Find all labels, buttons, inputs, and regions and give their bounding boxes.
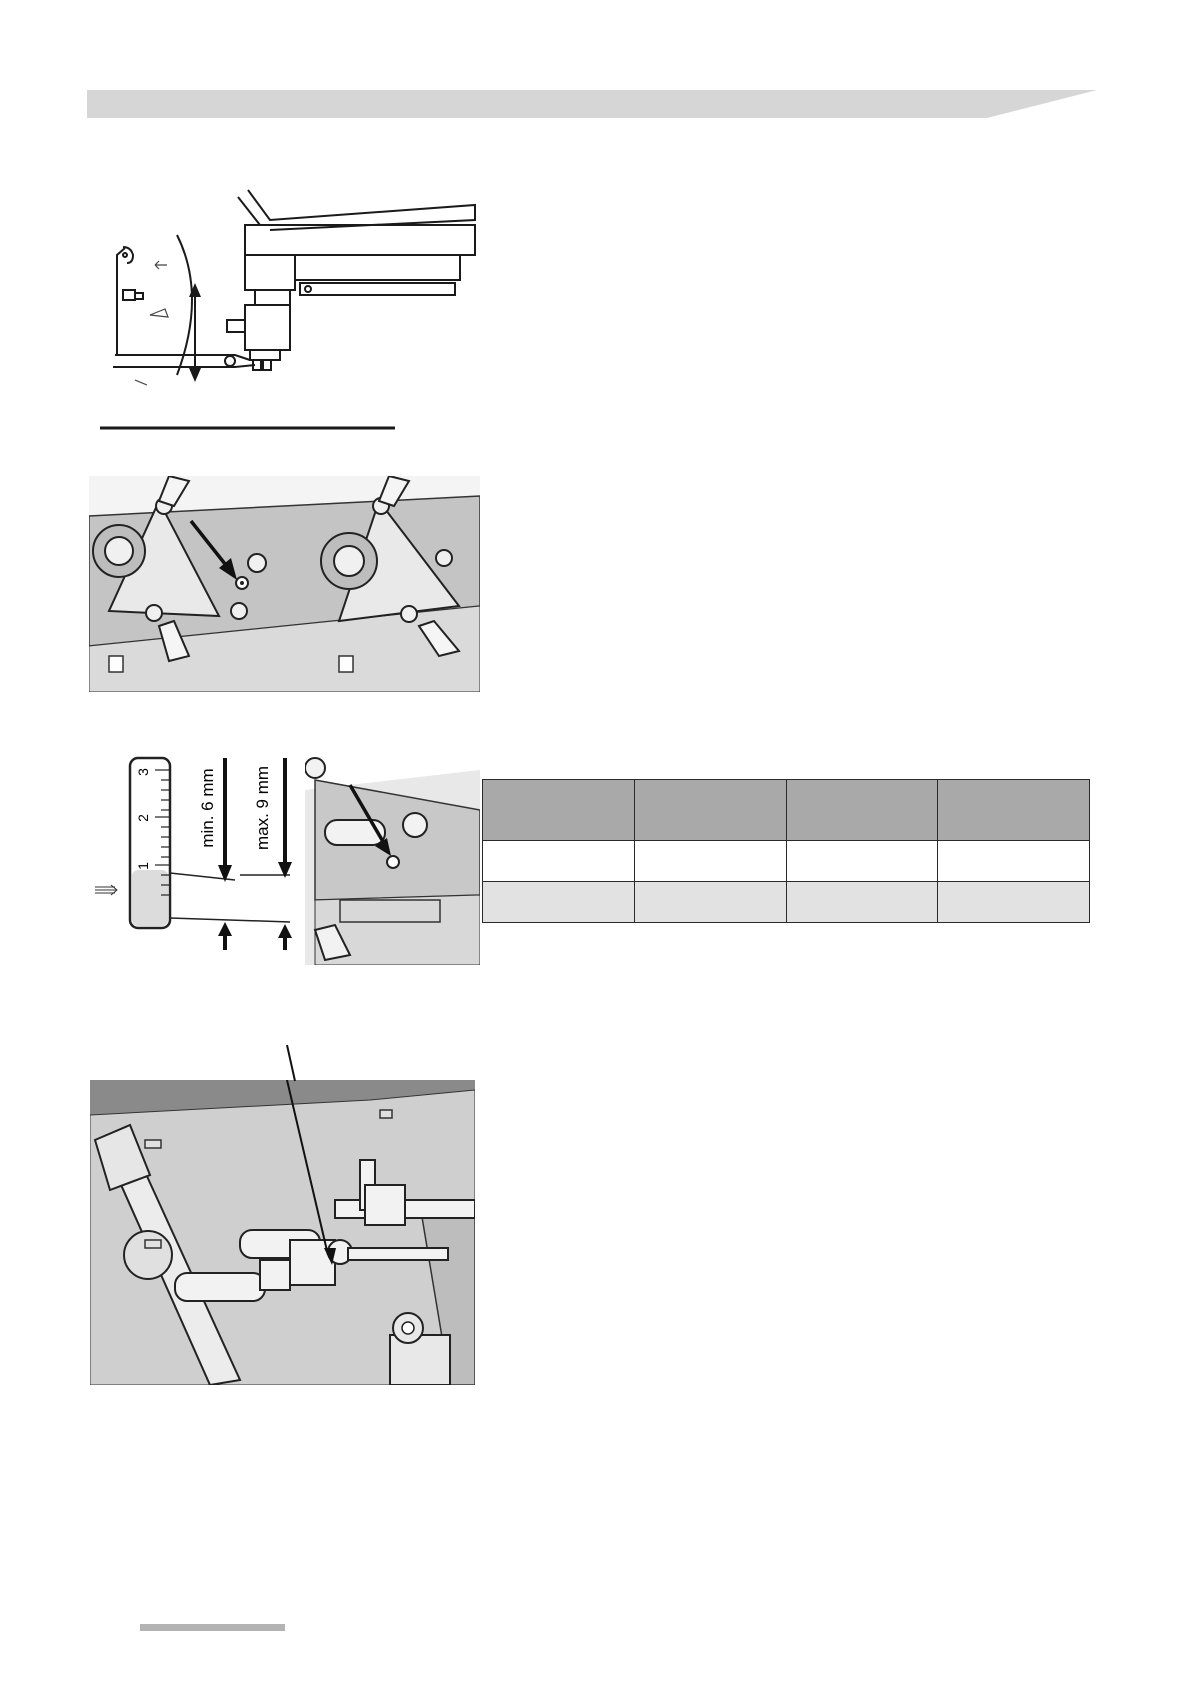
footer-bar	[140, 1624, 285, 1631]
figure-mower-side-view	[95, 175, 480, 440]
ruler-tick-1: 1	[134, 862, 151, 870]
figure-cutter-bar-photo	[89, 476, 480, 692]
table-cell	[634, 882, 786, 923]
table-row	[483, 841, 1090, 882]
table-header-cell	[483, 780, 635, 841]
ruler-tick-2: 2	[134, 814, 151, 822]
figure-oil-level-ruler	[95, 750, 305, 965]
figure-hydraulic-valve-photo	[90, 1080, 475, 1385]
spec-table	[482, 779, 1090, 923]
figure-valve-callout-line	[285, 1045, 305, 1085]
table-header-cell	[634, 780, 786, 841]
ruler-tick-3: 3	[134, 768, 151, 776]
table-header-cell	[786, 780, 938, 841]
label-min-level: min. 6 mm	[198, 768, 217, 848]
header-bar	[87, 90, 1097, 118]
table-cell	[786, 882, 938, 923]
table-cell	[634, 841, 786, 882]
table-cell	[938, 882, 1090, 923]
figure-oil-plug-closeup	[305, 750, 480, 965]
table-cell	[938, 841, 1090, 882]
table-row	[483, 882, 1090, 923]
table-cell	[483, 841, 635, 882]
table-cell	[786, 841, 938, 882]
label-max-level: max. 9 mm	[253, 765, 272, 851]
table-cell	[483, 882, 635, 923]
table-header-row	[483, 780, 1090, 841]
table-header-cell	[938, 780, 1090, 841]
